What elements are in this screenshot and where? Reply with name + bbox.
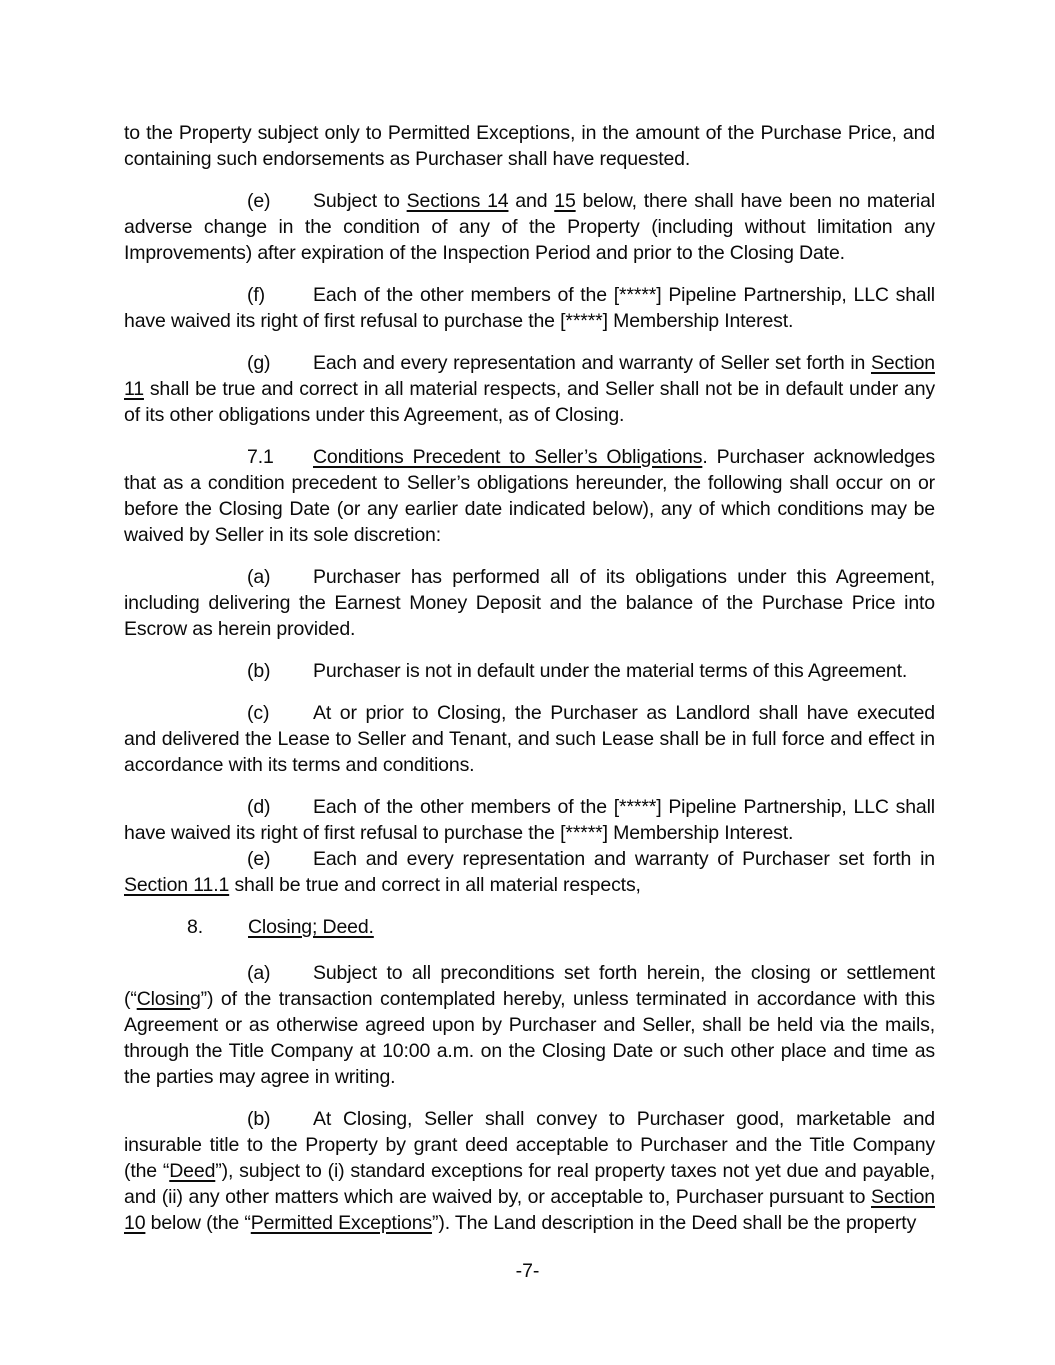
paragraph (124, 846, 935, 898)
text-run: below, there shall have been no material adverse change in the condition of any of the Property (including without limitation any Improvements) after expiration of the Inspection Period and prior to the Closing Date. (124, 190, 935, 264)
text-run: ”). The Land description in the Deed shall be the property (432, 1212, 917, 1234)
text-run: and (508, 190, 555, 212)
paragraph-label: (g) (247, 352, 271, 374)
paragraph (124, 700, 935, 778)
text-run: Each of the other members of the [*****] Pipeline Partnership, LLC shall have waived its right of first refusal to purchase the [*****] Membership Interest. (124, 284, 935, 332)
text-run: to the Property subject only to Permitted Exceptions, in the amount of the Purchase Price, and containing such endorsements as Purchaser shall have requested. (124, 122, 935, 170)
text-run: below (the “ (145, 1212, 251, 1234)
text-run: ”), subject to (i) standard exceptions for real property taxes not yet due and payable, and (ii) any other matters which are waived by, or acceptable to, Purchaser pursuant to (124, 1160, 935, 1208)
underlined-reference: Section 11.1 (124, 874, 230, 896)
text-run: Subject to all preconditions set forth herein, the closing or settlement (“ (124, 962, 935, 1010)
paragraph-label: (a) (247, 962, 271, 984)
text-run: Purchaser has performed all of its obligations under this Agreement, including delivering the Earnest Money Deposit and the balance of the Purchase Price into Escrow as herein provided. (124, 566, 935, 640)
paragraph-label: (c) (247, 702, 270, 724)
paragraph-label: (f) (247, 284, 265, 306)
text-run: ”) of the transaction contemplated hereby, unless terminated in accordance with this Agreement or as otherwise agreed upon by Purchaser and Seller, shall be held via the mails, through the Title Company at 10:00 a.m. on the Closing Date or such other place and time as the parties may agree in writing. (124, 988, 935, 1088)
paragraph-label: (a) (247, 566, 271, 588)
paragraph (124, 120, 935, 172)
underlined-reference: 15 (554, 190, 576, 212)
paragraph-label: (e) (247, 190, 271, 212)
paragraph-label: (b) (247, 1108, 271, 1130)
text-run: Each of the other members of the [*****] Pipeline Partnership, LLC shall have waived its right of first refusal to purchase the [*****] Membership Interest. (124, 796, 935, 844)
underlined-reference: Closing (136, 988, 201, 1010)
text-run: Purchaser is not in default under the material terms of this Agreement. (313, 660, 908, 682)
paragraph-label: 7.1 (247, 446, 274, 468)
paragraph-label: (b) (247, 660, 271, 682)
text-run: At Closing, Seller shall convey to Purchaser good, marketable and insurable title to the Property by grant deed acceptable to Purchaser and the Title Company (the “ (124, 1108, 935, 1182)
page-number: -7- (515, 1260, 540, 1282)
paragraph (124, 914, 935, 940)
underlined-reference: Closing; Deed. (248, 916, 374, 938)
underlined-reference: Section 11 (124, 352, 935, 400)
text-run: . Purchaser acknowledges that as a condition precedent to Seller’s obligations hereunder, the following shall occur on or before the Closing Date (or any earlier date indicated below), any of which conditions may be waived by Seller in its sole discretion: (124, 446, 936, 546)
paragraph (124, 350, 935, 428)
paragraph (124, 960, 935, 1090)
text-run: shall be true and correct in all material respects, (229, 874, 641, 896)
underlined-reference: Sections 14 (406, 190, 509, 212)
text-run: At or prior to Closing, the Purchaser as Landlord shall have executed and delivered the Lease to Seller and Tenant, and such Lease shall be in full force and effect in accordance with its terms and conditions. (124, 702, 935, 776)
text-run: Each and every representation and warranty of Purchaser set forth in (313, 848, 935, 870)
text-run: shall be true and correct in all material respects, and Seller shall not be in default under any of its other obligations under this Agreement, as of Closing. (124, 378, 935, 426)
text-run: Each and every representation and warranty of Seller set forth in (313, 352, 871, 374)
paragraph (124, 188, 935, 266)
paragraph (124, 658, 935, 684)
text-run: Subject to (313, 190, 407, 212)
paragraph-label: (d) (247, 796, 271, 818)
underlined-reference: Deed (169, 1160, 216, 1182)
underlined-reference: Section 10 (124, 1186, 935, 1234)
underlined-reference: Permitted Exceptions (250, 1212, 433, 1234)
underlined-reference: Conditions Precedent to Seller’s Obligations (313, 446, 703, 468)
paragraph-label: (e) (247, 848, 271, 870)
paragraph (124, 564, 935, 642)
document-body (124, 120, 935, 1252)
paragraph (124, 1106, 935, 1236)
paragraph (124, 794, 935, 846)
paragraph-label: 8. (187, 916, 203, 938)
paragraph (124, 444, 935, 548)
paragraph (124, 282, 935, 334)
